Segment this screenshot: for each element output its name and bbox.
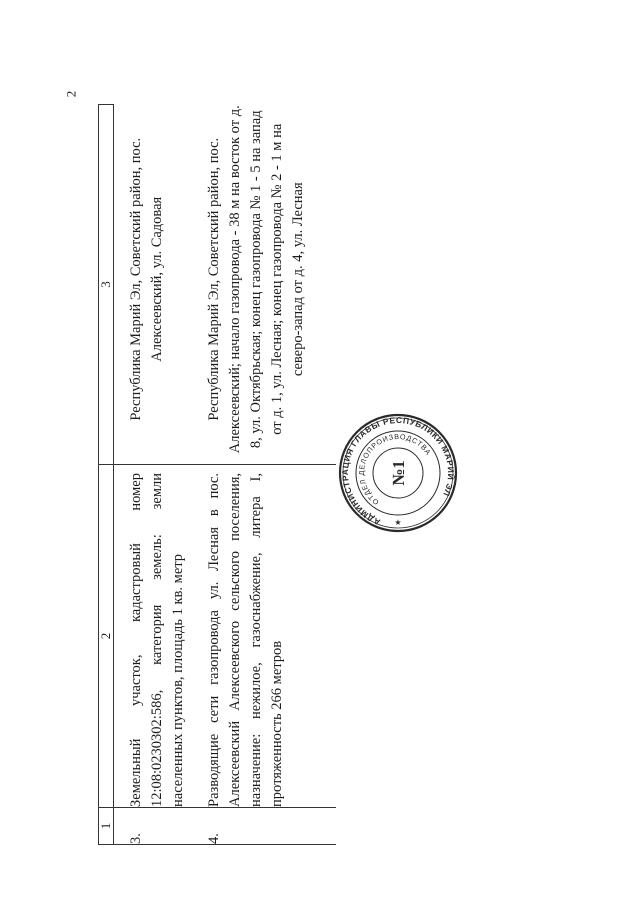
column-header-3: 3: [99, 105, 114, 465]
property-description: Разводящие сети газопровода ул. Лесная в пос. Алексеевский Алексеевского сельского поселения, назначение: нежилое, газоснабжение, литера I, протяженность 266 метров: [192, 465, 336, 808]
property-description: Земельный участок, кадастровый номер 12:08:0230302:586, категория земель: земли населенных пунктов, площадь 1 кв. метр: [114, 465, 193, 808]
table-row: [192, 105, 336, 845]
rotated-table-container: [98, 105, 318, 845]
page-number: 2: [63, 90, 79, 98]
row-index: 3.: [114, 808, 193, 845]
official-stamp: [338, 413, 458, 533]
stamp-number: №1: [389, 460, 408, 486]
stamp-inner-text: ОТДЕЛ ДЕЛОПРОИЗВОДСТВА: [356, 431, 434, 507]
table-row: [114, 105, 193, 845]
row-index: 4.: [192, 808, 336, 845]
property-address: Республика Марий Эл, Советский район, пос. Алексеевский, ул. Садовая: [114, 105, 193, 465]
stamp-outer-text: АДМИНИСТРАЦИЯ ГЛАВЫ РЕСПУБЛИКИ МАРИЙ ЭЛ: [339, 414, 457, 528]
column-header-2: 2: [99, 465, 114, 808]
property-address: Республика Марий Эл, Советский район, пос. Алексеевский; начало газопровода - 38 м на восток от д. 8, ул. Октябрьская; конец газопровода № 1 - 5 на запад от д. 1, ул. Лесная; конец газопровода № 2 - 1 м на северо-запад от д. 4, ул. Лесная: [192, 105, 336, 465]
column-header-1: 1: [99, 808, 114, 845]
star-icon: ★: [394, 518, 402, 527]
table-header-row: [99, 105, 114, 845]
property-table: [98, 104, 336, 845]
